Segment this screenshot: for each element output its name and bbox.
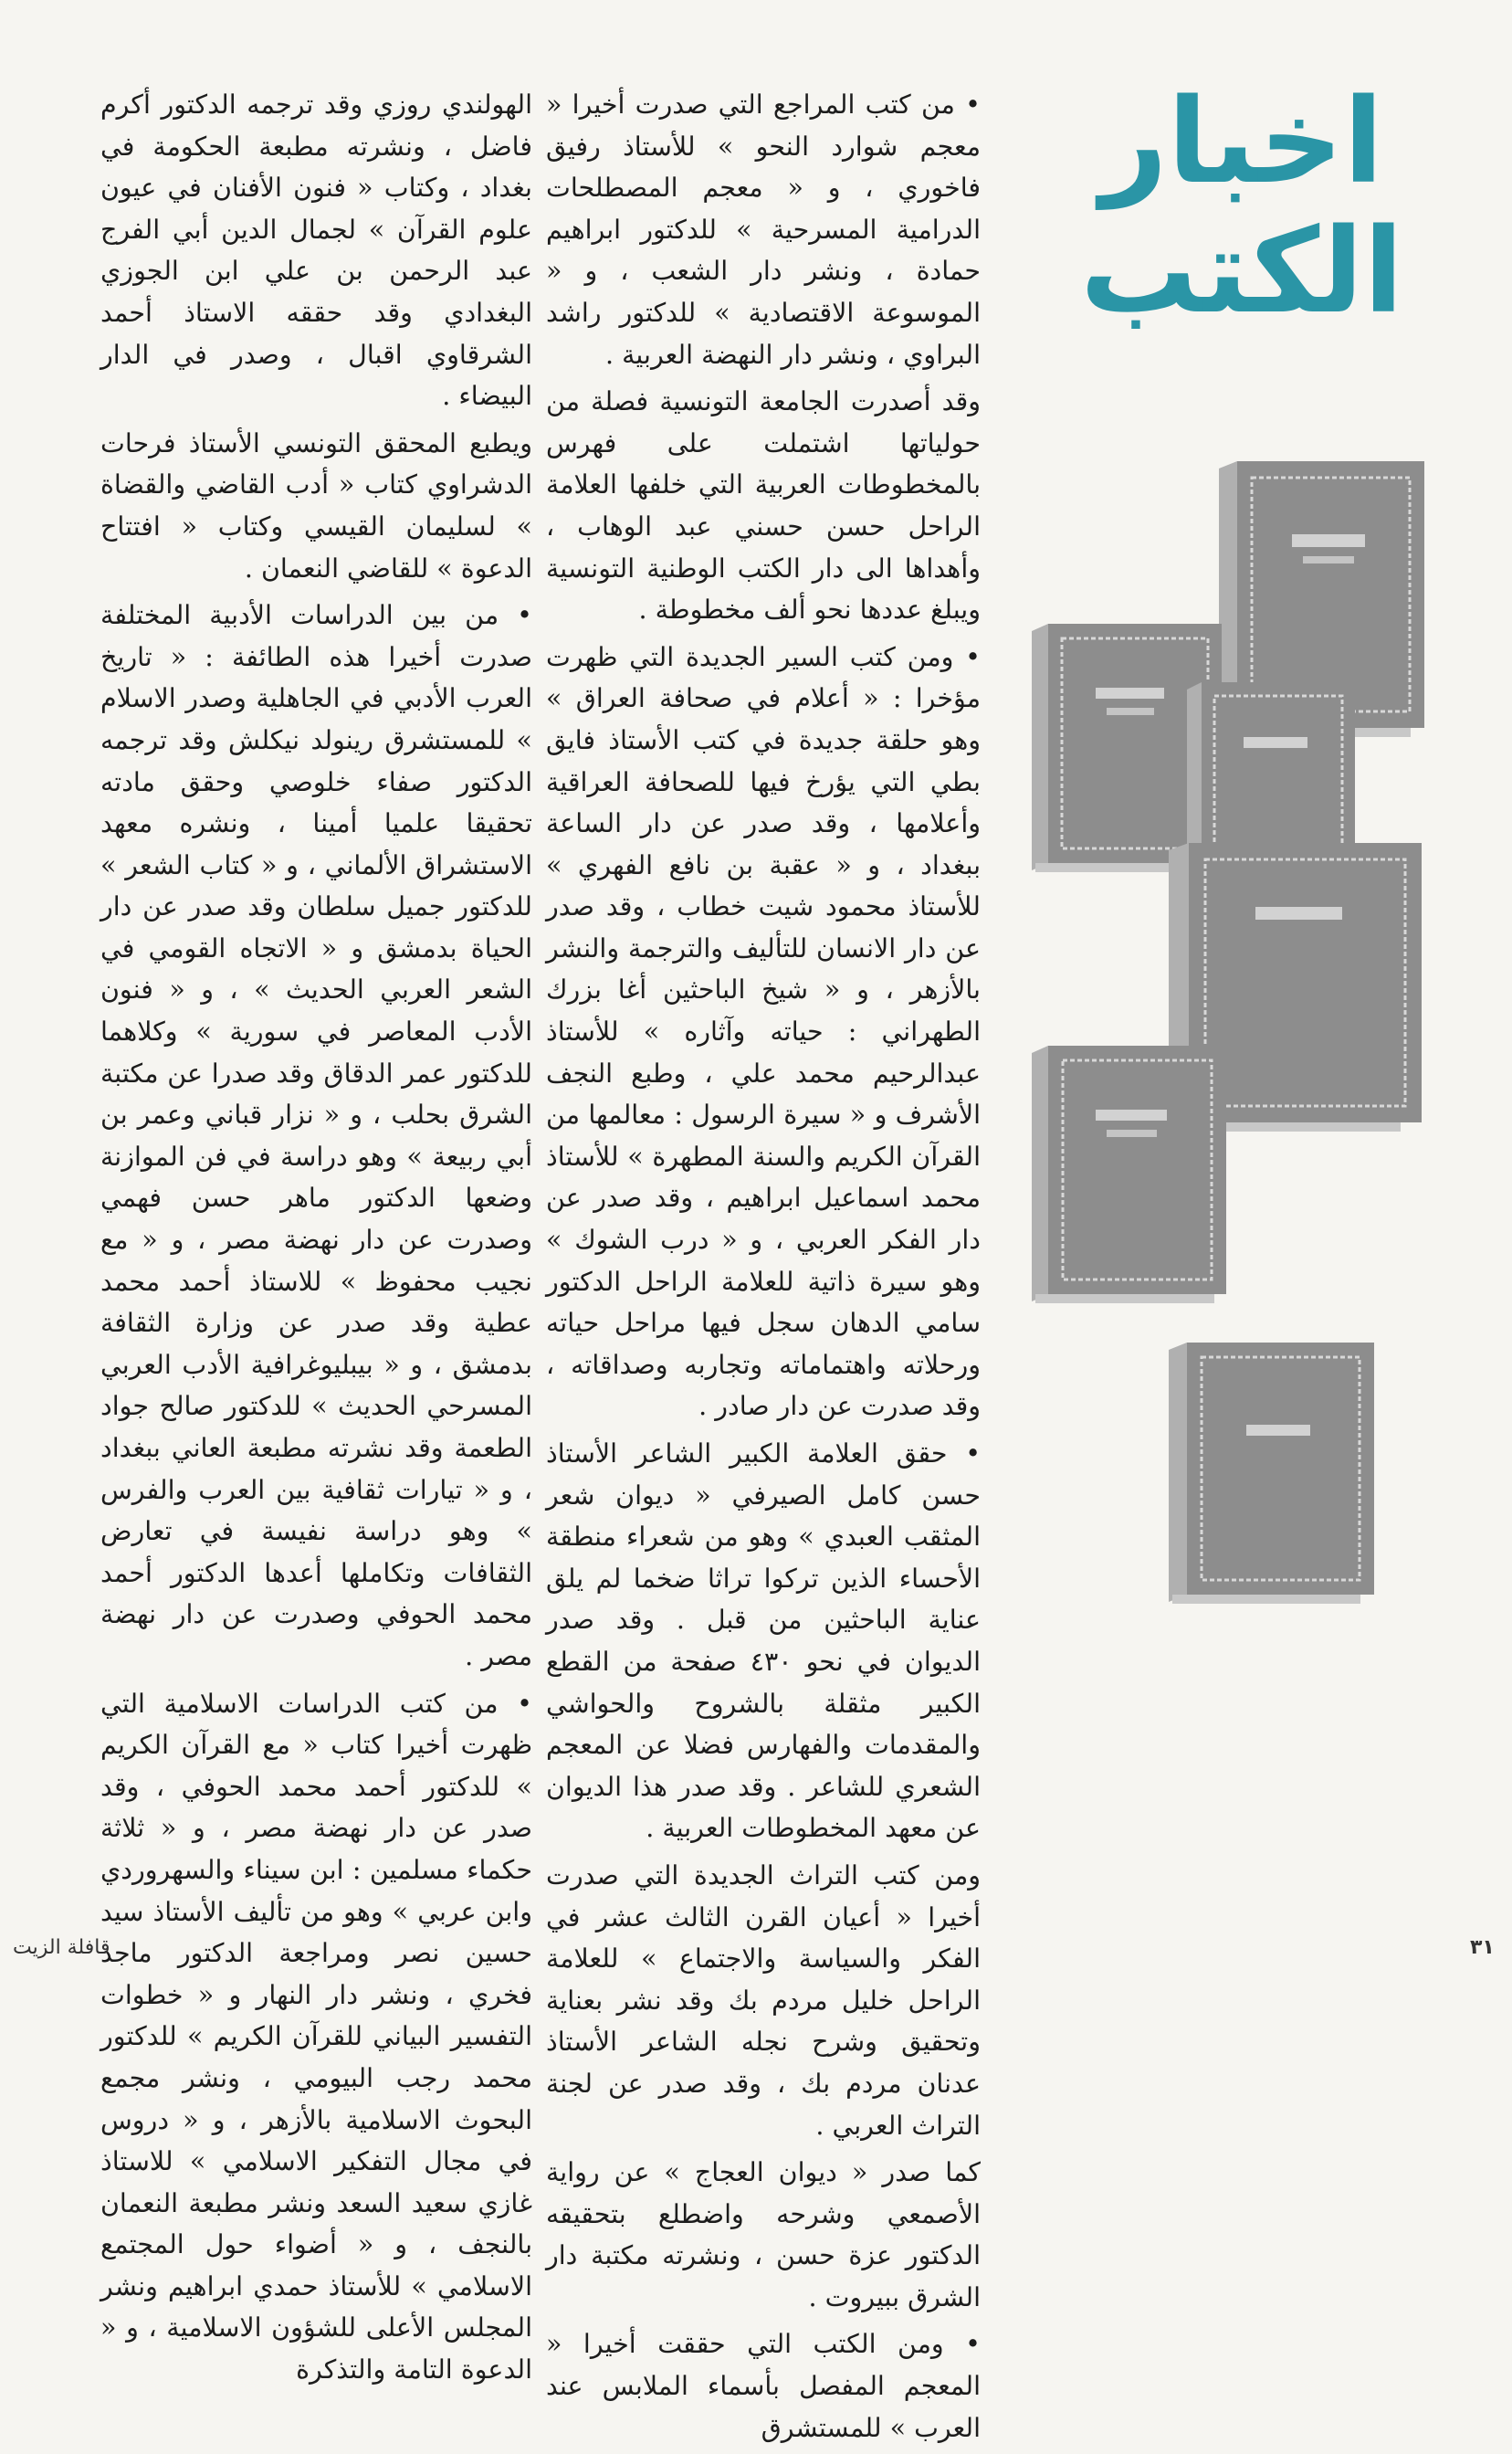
paragraph: • ومن كتب السير الجديدة التي ظهرت مؤخرا : « أعلام في صحافة العراق » وهو حلقة جديدة في كتب الأستاذ فايق بطي التي يؤرخ فيها للصحافة العراقية وأعلامها ، وقد صدر عن دار الساعة ببغداد ، و « عقبة بن نافع الفهري » للأستاذ محمود شيت خطاب ، وقد صدر عن دار الانسان للتأليف والترجمة والنشر بالأزهر ، و « شيخ الباحثين أغا بزرك الطهراني : حياته وآثاره » للأستاذ عبدالرحيم محمد علي ، وطبع النجف الأشرف و « سيرة الرسول : معالمها من القرآن الكريم والسنة المطهرة » للأستاذ محمد اسماعيل ابراهيم ، وقد صدر عن دار الفكر العربي ، و « درب الشوك » وهو سيرة ذاتية للعلامة الراحل الدكتور سامي الدهان سجل فيها مراحل حياته ورحلاته واهتماماته وتجاربه وصداقاته ، وقد صدرت عن دار صادر . bbox=[546, 641, 981, 1422]
paragraph: • من كتب الدراسات الاسلامية التي ظهرت أخيرا كتاب « مع القرآن الكريم » للدكتور أحمد محمد الحوفي ، وقد صدر عن دار نهضة مصر ، و « ثلاثة حكماء مسلمين : ابن سيناء والسهروردي وابن عربي » وهو من تأليف الأستاذ سيد حسين نصر ومراجعة الدكتور ماجد فخري ، ونشر دار النهار و « خطوات التفسير البياني للقرآن الكريم » للدكتور محمد رجب البيومي ، ونشر مجمع البحوث الاسلامية بالأزهر ، و « دروس في مجال التفكير الاسلامي » للاستاذ غازي سعيد السعد ونشر مطبعة النعمان بالنجف ، و « أضواء حول المجتمع الاسلامي » للأستاذ حمدي ابراهيم ونشر المجلس الأعلى للشؤون الاسلامية ، و « الدعوة التامة والتذكرة bbox=[100, 1688, 532, 2386]
page-title bbox=[1018, 74, 1465, 358]
page-footer bbox=[0, 1936, 1512, 1973]
paragraph: ويطبع المحقق التونسي الأستاذ فرحات الدشراوي كتاب « أدب القاضي والقضاة » لسليمان القيسي وكتاب « افتتاح الدعوة » للقاضي النعمان . bbox=[100, 427, 532, 584]
paragraph: وقد أصدرت الجامعة التونسية فصلة من حولياتها اشتملت على فهرس بالمخطوطات العربية التي خلفها العلامة الراحل حسن حسني عبد الوهاب ، وأهداها الى دار الكتب الوطنية التونسية ويبلغ عددها نحو ألف مخطوطة . bbox=[546, 386, 981, 626]
paragraph: كما صدر « ديوان العجاج » عن رواية الأصمعي وشرحه واضطلع بتحقيقه الدكتور عزة حسن ، ونشرته مكتبة دار الشرق ببيروت . bbox=[546, 2157, 981, 2312]
paragraph: • من بين الدراسات الأدبية المختلفة صدرت أخيرا هذه الطائفة : « تاريخ العرب الأدبي في الجاهلية وصدر الاسلام » للمستشرق رينولد نيكلش وقد ترجمه الدكتور صفاء خلوصي وحقق مادته تحقيقا علميا أمينا ، ونشره معهد الاستشراق الألماني ، و « كتاب الشعر » للدكتور جميل سلطان وقد صدر عن دار الحياة بدمشق و « الاتجاه القومي في الشعر العربي الحديث » ، و « فنون الأدب المعاصر في سورية » وكلاهما للدكتور عمر الدقاق وقد صدرا عن مكتبة الشرق بحلب ، و « نزار قباني وعمر بن أبي ربيعة » وهو دراسة في فن الموازنة وضعها الدكتور ماهر حسن فهمي وصدرت عن دار نهضة مصر ، و « مع نجيب محفوظ » للاستاذ أحمد محمد عطية وقد صدر عن وزارة الثقافة بدمشق ، و « بيبليوغرافية الأدب العربي المسرحي الحديث » للدكتور صالح جواد الطعمة وقد نشرته مطبعة العاني ببغداد ، و « تيارات ثقافية بين العرب والفرس » وهو دراسة نفيسة في تعارض الثقافات وتكاملها أعدها الدكتور أحمد محمد الحوفي وصدرت عن دار نهضة مصر . bbox=[100, 600, 532, 1671]
paragraph: الهولندي روزي وقد ترجمه الدكتور أكرم فاضل ، ونشرته مطبعة الحكومة في بغداد ، وكتاب « فنون الأفنان في عيون علوم القرآن » لجمال الدين أبي الفرج عبد الرحمن بن علي ابن الجوزي البغدادي وقد حققه الاستاذ أحمد الشرقاوي اقبال ، وصدر في الدار البيضاء . bbox=[100, 90, 532, 412]
books-illustration bbox=[1032, 461, 1452, 1703]
magazine-name: قافلة الزيت bbox=[13, 1936, 110, 1959]
title-line-1: اخبار bbox=[1099, 74, 1384, 210]
book-image bbox=[1032, 1046, 1233, 1306]
paragraph: • ومن الكتب التي حققت أخيرا « المعجم المفصل بأسماء الملابس عند العرب » للمستشرق bbox=[546, 2329, 981, 2443]
article-column-middle bbox=[546, 84, 981, 2454]
title-line-2: الكتب bbox=[1079, 204, 1404, 340]
paragraph: • من كتب المراجع التي صدرت أخيرا « معجم شوارد النحو » للأستاذ رفيق فاخوري ، و « معجم المصطلحات الدرامية المسرحية » للدكتور ابراهيم حمادة ، ونشر دار الشعب ، و « الموسوعة الاقتصادية » للدكتور راشد البراوي ، ونشر دار النهضة العربية . bbox=[546, 90, 981, 370]
page-number: ٣١ bbox=[1470, 1936, 1495, 1959]
book-image bbox=[1169, 1343, 1381, 1607]
article-column-left bbox=[100, 84, 532, 2396]
paragraph: ومن كتب التراث الجديدة التي صدرت أخيرا « أعيان القرن الثالث عشر في الفكر والسياسة والاجتماع » للعلامة الراحل خليل مردم بك وقد نشر بعناية وتحقيق وشرح نجله الشاعر الأستاذ عدنان مردم بك ، وقد صدر عن لجنة التراث العربي . bbox=[546, 1859, 981, 2141]
paragraph: • حقق العلامة الكبير الشاعر الأستاذ حسن كامل الصيرفي « ديوان شعر المثقب العبدي » وهو من شعراء منطقة الأحساء الذين تركوا تراثا ضخما لم يلق عناية الباحثين من قبل . وقد صدر الديوان في نحو ٤٣٠ صفحة من القطع الكبير مثقلة بالشروح والحواشي والمقدمات والفهارس فضلا عن المعجم الشعري للشاعر . وقد صدر هذا الديوان عن معهد المخطوطات العربية . bbox=[546, 1438, 981, 1844]
